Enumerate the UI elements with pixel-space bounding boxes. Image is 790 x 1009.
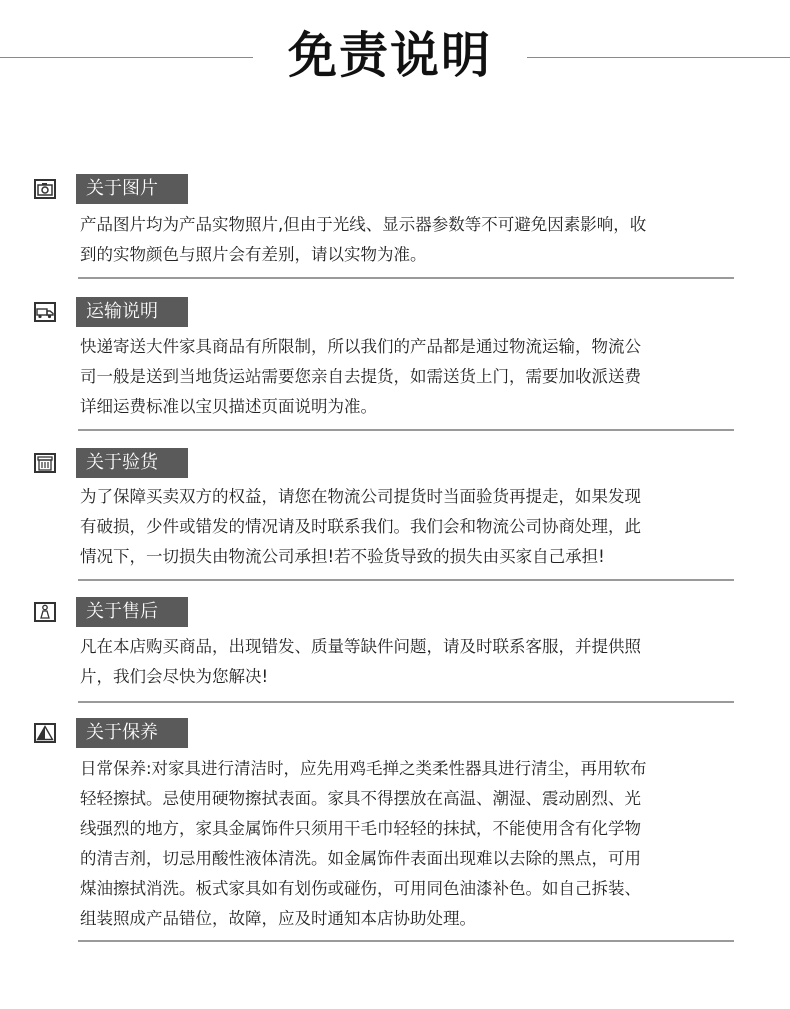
body-line: 司一般是送到当地货运站需要您亲自去提货，如需送货上门，需要加收派送费 [80,367,641,386]
body-line: 详细运费标准以宝贝描述页面说明为准。 [80,397,377,416]
section-body [80,632,720,692]
body-line: 轻轻擦拭。忌使用硬物擦拭表面。家具不得摆放在高温、潮湿、震动剧烈、光 [80,789,641,808]
body-line: 到的实物颜色与照片会有差别，请以实物为准。 [80,245,427,264]
section-body [80,210,720,270]
section-label: 关于售后 [76,597,188,627]
body-line: 组装照成产品错位，故障，应及时通知本店协助处理。 [80,909,476,928]
section-label: 运输说明 [76,297,188,327]
section-label: 关于验货 [76,448,188,478]
section-divider [78,277,734,279]
body-line: 有破损，少件或错发的情况请及时联系我们。我们会和物流公司协商处理，此 [80,517,641,536]
body-line: 煤油擦拭消洗。板式家具如有划伤或碰伤，可用同色油漆补色。如自己拆装、 [80,879,641,898]
header-divider-right [527,57,790,58]
page-title: 免责说明 [287,27,492,84]
section-divider [78,701,734,703]
person-icon [34,602,56,622]
section-label: 关于保养 [76,718,188,748]
body-line: 凡在本店购买商品，出现错发、质量等缺件问题，请及时联系客服，并提供照 [80,637,641,656]
body-line: 的清吉剂，切忌用酸性液体清洗。如金属饰件表面出现难以去除的黑点，可用 [80,849,641,868]
header-divider-left [0,57,253,58]
section-label: 关于图片 [76,174,188,204]
body-line: 为了保障买卖双方的权益，请您在物流公司提货时当面验货再提走，如果发现 [80,487,641,506]
section-divider [78,579,734,581]
body-line: 产品图片均为产品实物照片,但由于光线、显示器参数等不可避免因素影响，收 [80,215,647,234]
warning-icon [34,723,56,743]
section-body [80,332,720,422]
body-line: 情况下，一切损失由物流公司承担!若不验货导致的损失由买家自己承担! [80,547,605,566]
section-divider [78,940,734,942]
package-icon [34,453,56,473]
truck-icon [34,302,56,322]
page-header [0,0,790,100]
section-body [80,482,720,572]
body-line: 片，我们会尽快为您解决! [80,667,269,686]
camera-icon [34,179,56,199]
section-body [80,754,720,934]
body-line: 日常保养:对家具进行清洁时，应先用鸡毛掸之类柔性器具进行清尘，再用软布 [80,759,647,778]
body-line: 线强烈的地方，家具金属饰件只须用干毛巾轻轻的抹拭，不能使用含有化学物 [80,819,641,838]
body-line: 快递寄送大件家具商品有所限制，所以我们的产品都是通过物流运输，物流公 [80,337,641,356]
section-divider [78,429,734,431]
